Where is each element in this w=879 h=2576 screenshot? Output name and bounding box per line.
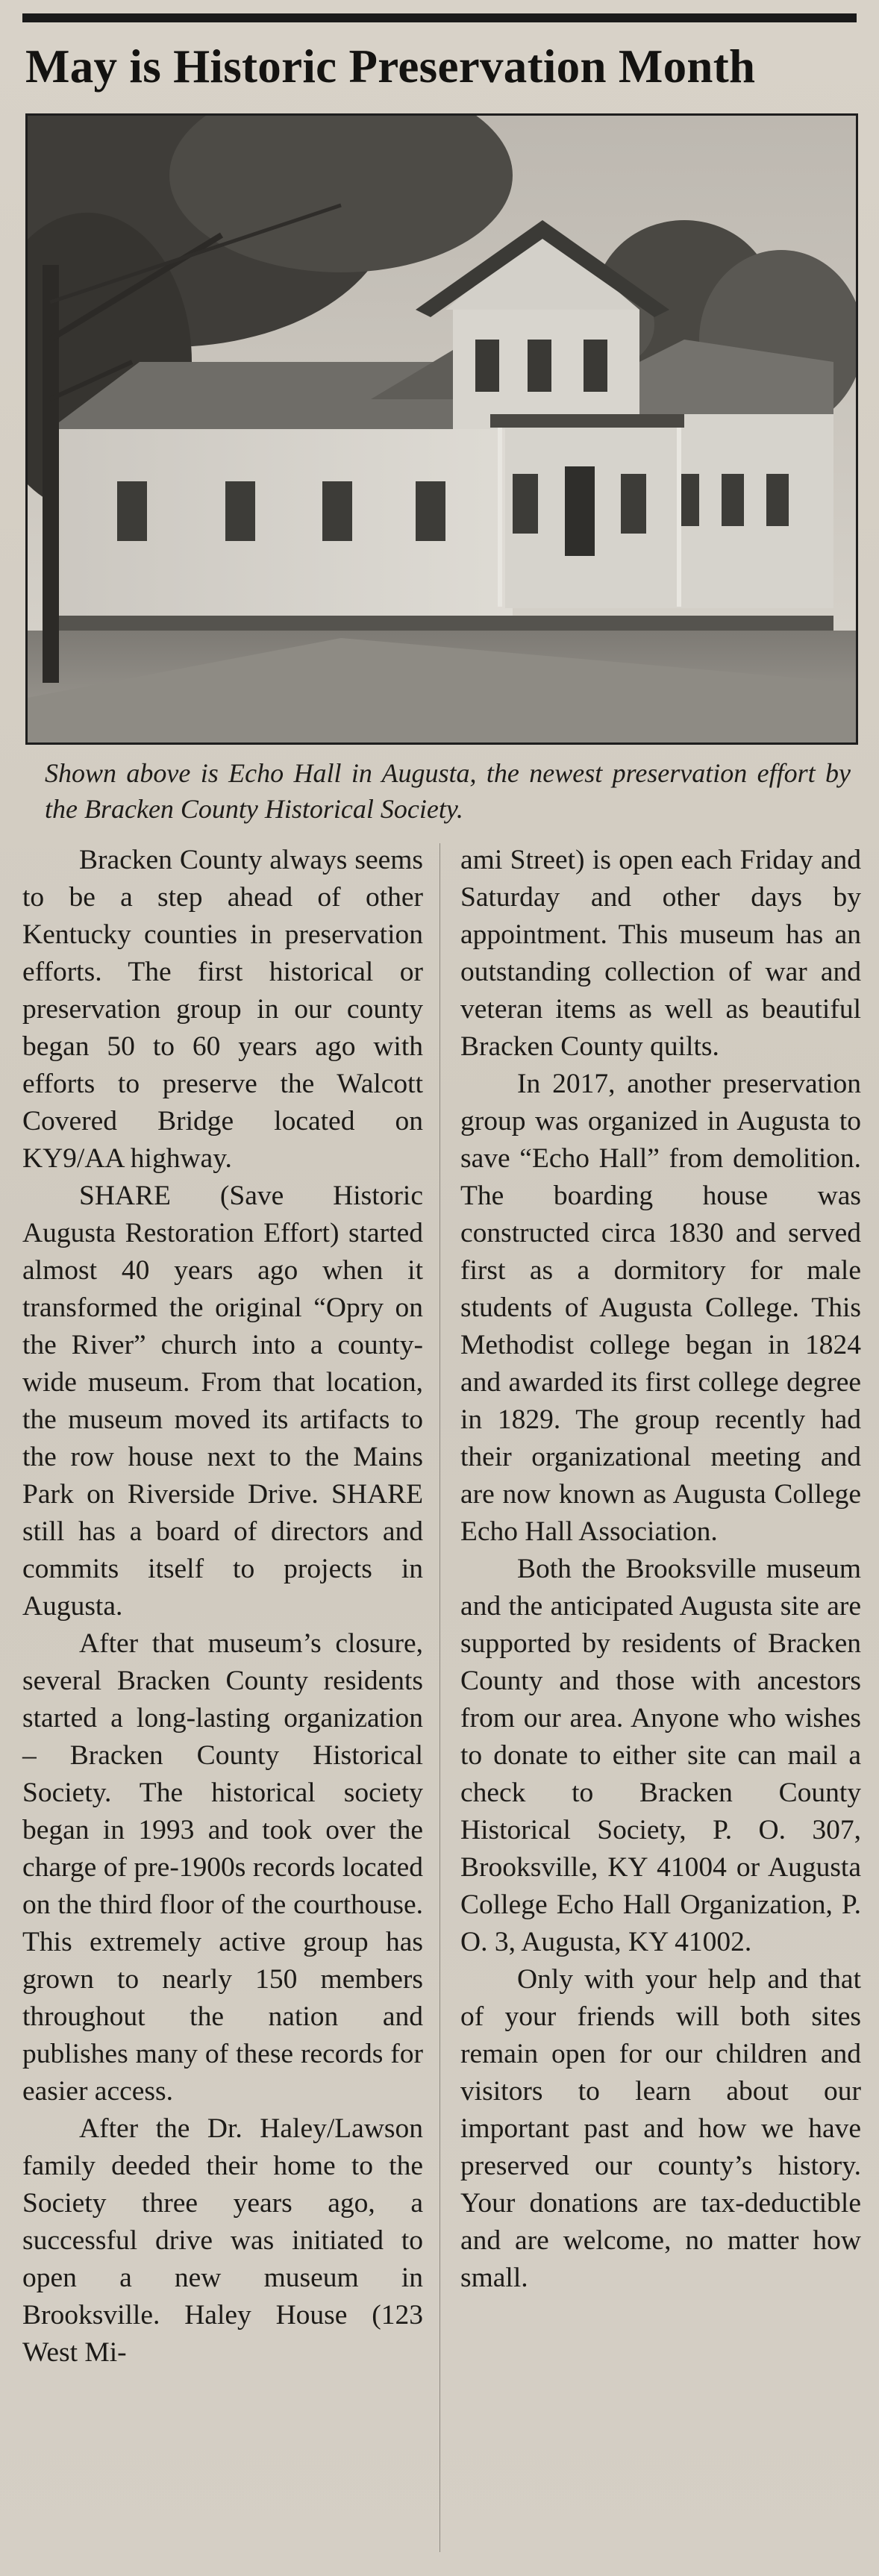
photo-caption: Shown above is Echo Hall in Augusta, the newest preservation effort by the Bracken County Historical Society. — [45, 758, 851, 824]
body-paragraph-2: SHARE (Save Historic Augusta Restoration Effort) started almost 40 years ago when it transformed the original “Opry on the River” church into a county-wide museum. From that location, the museum moved its artifacts to the row house next to the Mains Park on Riverside Drive. SHARE still has a board of directors and commits itself to projects in Augusta. — [22, 1181, 423, 1622]
body-paragraph-4-continued: ami Street) is open each Friday and Saturday and other days by appointment. This museum has an outstanding collection of war and veteran items as well as beautiful Bracken County quilts. — [460, 845, 861, 1062]
body-paragraph-3: After that museum’s closure, several Bracken County residents started a long-lasting organization – Bracken County Historical Society. The historical society began in 1993 and took over the charge of pre-1900s records located on the third floor of the courthouse. This extremely active group has grown to nearly 150 members throughout the nation and publishes many of these records for easier access. — [22, 1628, 423, 2107]
body-paragraph-1: Bracken County always seems to be a step ahead of other Kentucky counties in preservation efforts. The first historical or preservation group in our county began 50 to 60 years ago with efforts to preserve the Walcott Covered Bridge located on KY9/AA highway. — [22, 845, 423, 1174]
top-rule — [22, 13, 857, 22]
body-paragraph-6: Both the Brooksville museum and the anticipated Augusta site are supported by residents of Bracken County and those with ancestors from our area. Anyone who wishes to donate to either site can mail a check to Bracken County Historical Society, P. O. 307, Brooksville, KY 41004 or Augusta College Echo Hall Organization, P. O. 3, Augusta, KY 41002. — [460, 1554, 861, 1957]
article-column-left — [22, 842, 423, 2372]
body-paragraph-5: In 2017, another preservation group was organized in Augusta to save “Echo Hall” from demolition. The boarding house was constructed circa 1830 and served first as a dormitory for male students of Augusta College. This Methodist college began in 1824 and awarded its first college degree in 1829. The group recently had their organizational meeting and are now known as Augusta College Echo Hall Association. — [460, 1069, 861, 1547]
headline: May is Historic Preservation Month — [25, 40, 756, 93]
echo-hall-illustration — [28, 116, 856, 743]
body-paragraph-4: After the Dr. Haley/Lawson family deeded their home to the Society three years ago, a successful drive was initiated to open a new museum in Brooksville. Haley House (123 West Mi- — [22, 2113, 423, 2368]
article-column-right — [460, 842, 861, 2297]
echo-hall-photo — [25, 113, 858, 745]
body-paragraph-7: Only with your help and that of your friends will both sites remain open for our children and visitors to learn about our important past and how we have preserved our county’s history. Your donations are tax-deductible and are welcome, no matter how small. — [460, 1964, 861, 2293]
